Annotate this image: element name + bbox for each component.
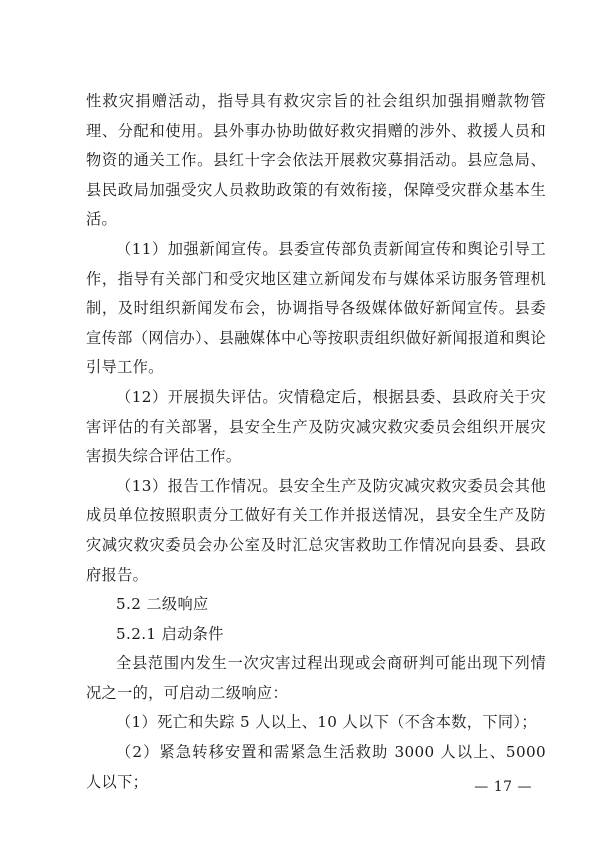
paragraph-item-12-loss-assessment: （12）开展损失评估。灾情稳定后，根据县委、县政府关于灾害评估的有关部署，县安全生产及防灾减灾救灾委员会组织开展灾害损失综合评估工作。 [86, 387, 546, 466]
list-item-condition-1: （1）死亡和失踪 5 人以上、10 人以下（不含本数，下同）； [116, 713, 537, 732]
page-number: — 17 — [474, 779, 532, 795]
subsection-heading-5-2-1: 5.2.1 启动条件 [116, 624, 224, 643]
paragraph-donation-continuation: 性救灾捐赠活动，指导具有救灾宗旨的社会组织加强捐赠款物管理、分配和使用。县外事办协助做好救灾捐赠的涉外、救援人员和物资的通关工作。县红十字会依法开展救灾募捐活动。县应急局、县民政局加强受灾人员救助政策的有效衔接，保障受灾群众基本生活。 [86, 92, 546, 229]
list-item-condition-2: （2）紧急转移安置和需紧急生活救助 3000 人以上、5000 人以下； [86, 743, 546, 791]
section-heading-5-2: 5.2 二级响应 [116, 595, 209, 614]
paragraph-start-conditions: 全县范围内发生一次灾害过程出现或会商研判可能出现下列情况之一的，可启动二级响应： [86, 654, 546, 702]
document-body [86, 87, 546, 797]
paragraph-item-11-news-publicity: （11）加强新闻宣传。县委宣传部负责新闻宣传和舆论引导工作，指导有关部门和受灾地区建立新闻发布与媒体采访服务管理机制，及时组织新闻发布会，协调指导各级媒体做好新闻宣传。县委宣传部（网信办）、县融媒体中心等按职责组织做好新闻报道和舆论引导工作。 [86, 239, 546, 377]
paragraph-item-13-work-report: （13）报告工作情况。县安全生产及防灾减灾救灾委员会其他成员单位按照职责分工做好有关工作并报送情况，县安全生产及防灾减灾救灾委员会办公室及时汇总灾害救助工作情况向县委、县政府报告。 [86, 476, 546, 584]
